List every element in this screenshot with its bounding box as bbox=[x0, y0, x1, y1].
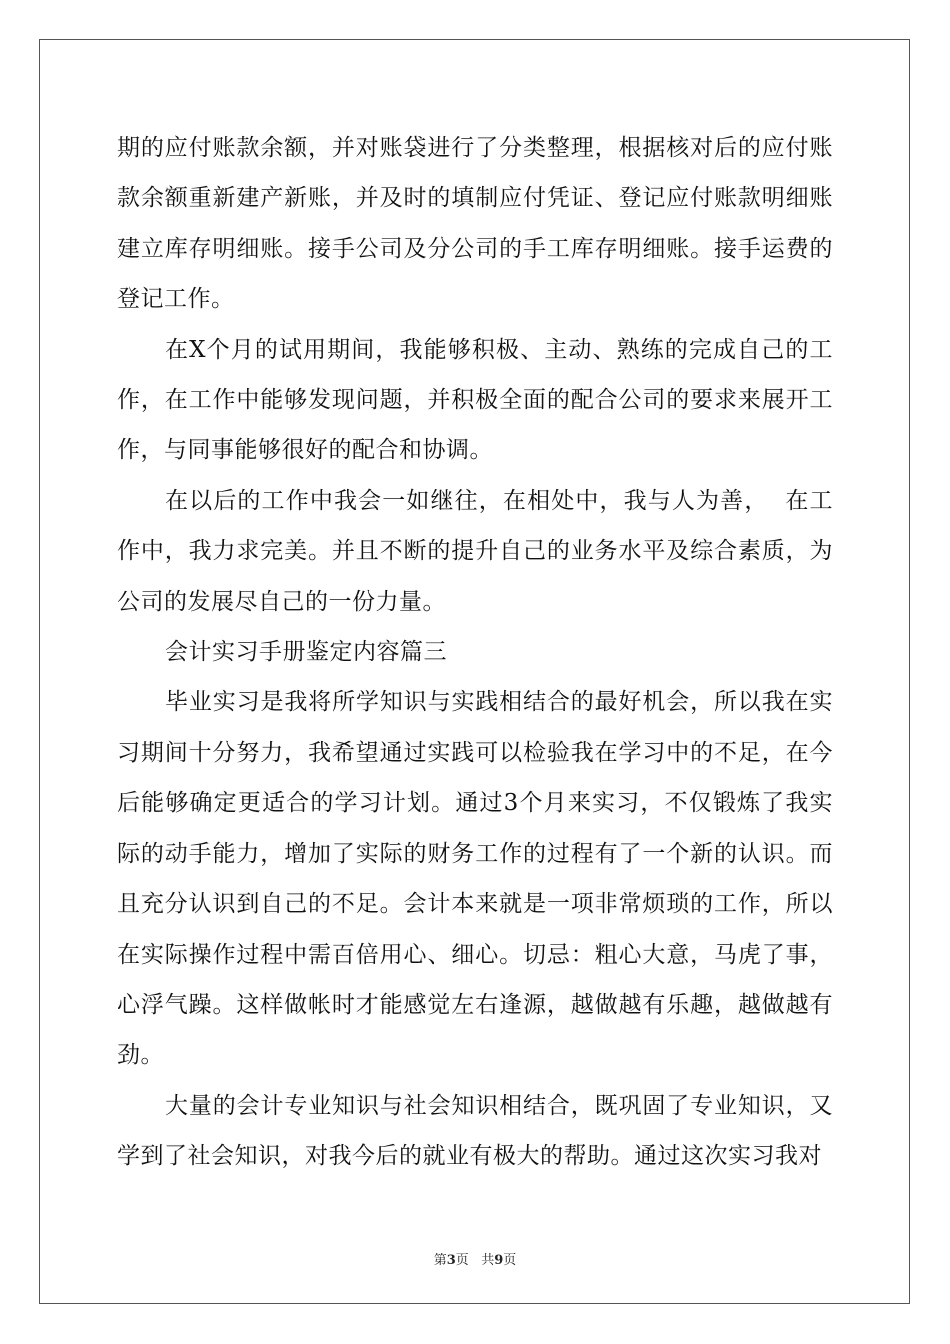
total-prefix: 共 bbox=[481, 1253, 495, 1268]
paragraph-2: 在X个月的试用期间，我能够积极、主动、熟练的完成自己的工作，在工作中能够发现问题，并积极全面的配合公司的要求来展开工作，与同事能够很好的配合和协调。 bbox=[117, 336, 833, 464]
total-pages: 9 bbox=[494, 1253, 504, 1268]
paragraph-3: 在以后的工作中我会一如继往，在相处中，我与人为善， 在工作中，我力求完美。并且不断的提升自己的业务水平及综合素质，为公司的发展尽自己的一份力量。 bbox=[117, 487, 833, 615]
total-suffix: 页 bbox=[503, 1253, 517, 1268]
page-number: 3 bbox=[446, 1253, 456, 1268]
paragraph-1: 期的应付账款余额，并对账袋进行了分类整理，根据核对后的应付账款余额重新建产新账，并及时的填制应付凭证、登记应付账款明细账建立库存明细账。接手公司及分公司的手工库存明细账。接手运费的登记工作。 bbox=[117, 135, 833, 313]
document-body bbox=[117, 123, 833, 1182]
page-footer bbox=[0, 1249, 950, 1268]
page-prefix: 第 bbox=[433, 1253, 447, 1268]
page-suffix: 页 bbox=[455, 1253, 469, 1268]
paragraph-5: 大量的会计专业知识与社会知识相结合，既巩固了专业知识，又学到了社会知识，对我今后的就业有极大的帮助。通过这次实习我对 bbox=[117, 1092, 833, 1170]
section-heading: 会计实习手册鉴定内容篇三 bbox=[165, 639, 447, 666]
paragraph-4: 毕业实习是我将所学知识与实践相结合的最好机会，所以我在实习期间十分努力，我希望通过实践可以检验我在学习中的不足，在今后能够确定更适合的学习计划。通过3个月来实习，不仅锻炼了我实际的动手能力，增加了实际的财务工作的过程有了一个新的认识。而且充分认识到自己的不足。会计本来就是一项非常烦琐的工作，所以在实际操作过程中需百倍用心、细心。切忌：粗心大意，马虎了事，心浮气躁。这样做帐时才能感觉左右逢源，越做越有乐趣，越做越有劲。 bbox=[117, 689, 833, 1069]
